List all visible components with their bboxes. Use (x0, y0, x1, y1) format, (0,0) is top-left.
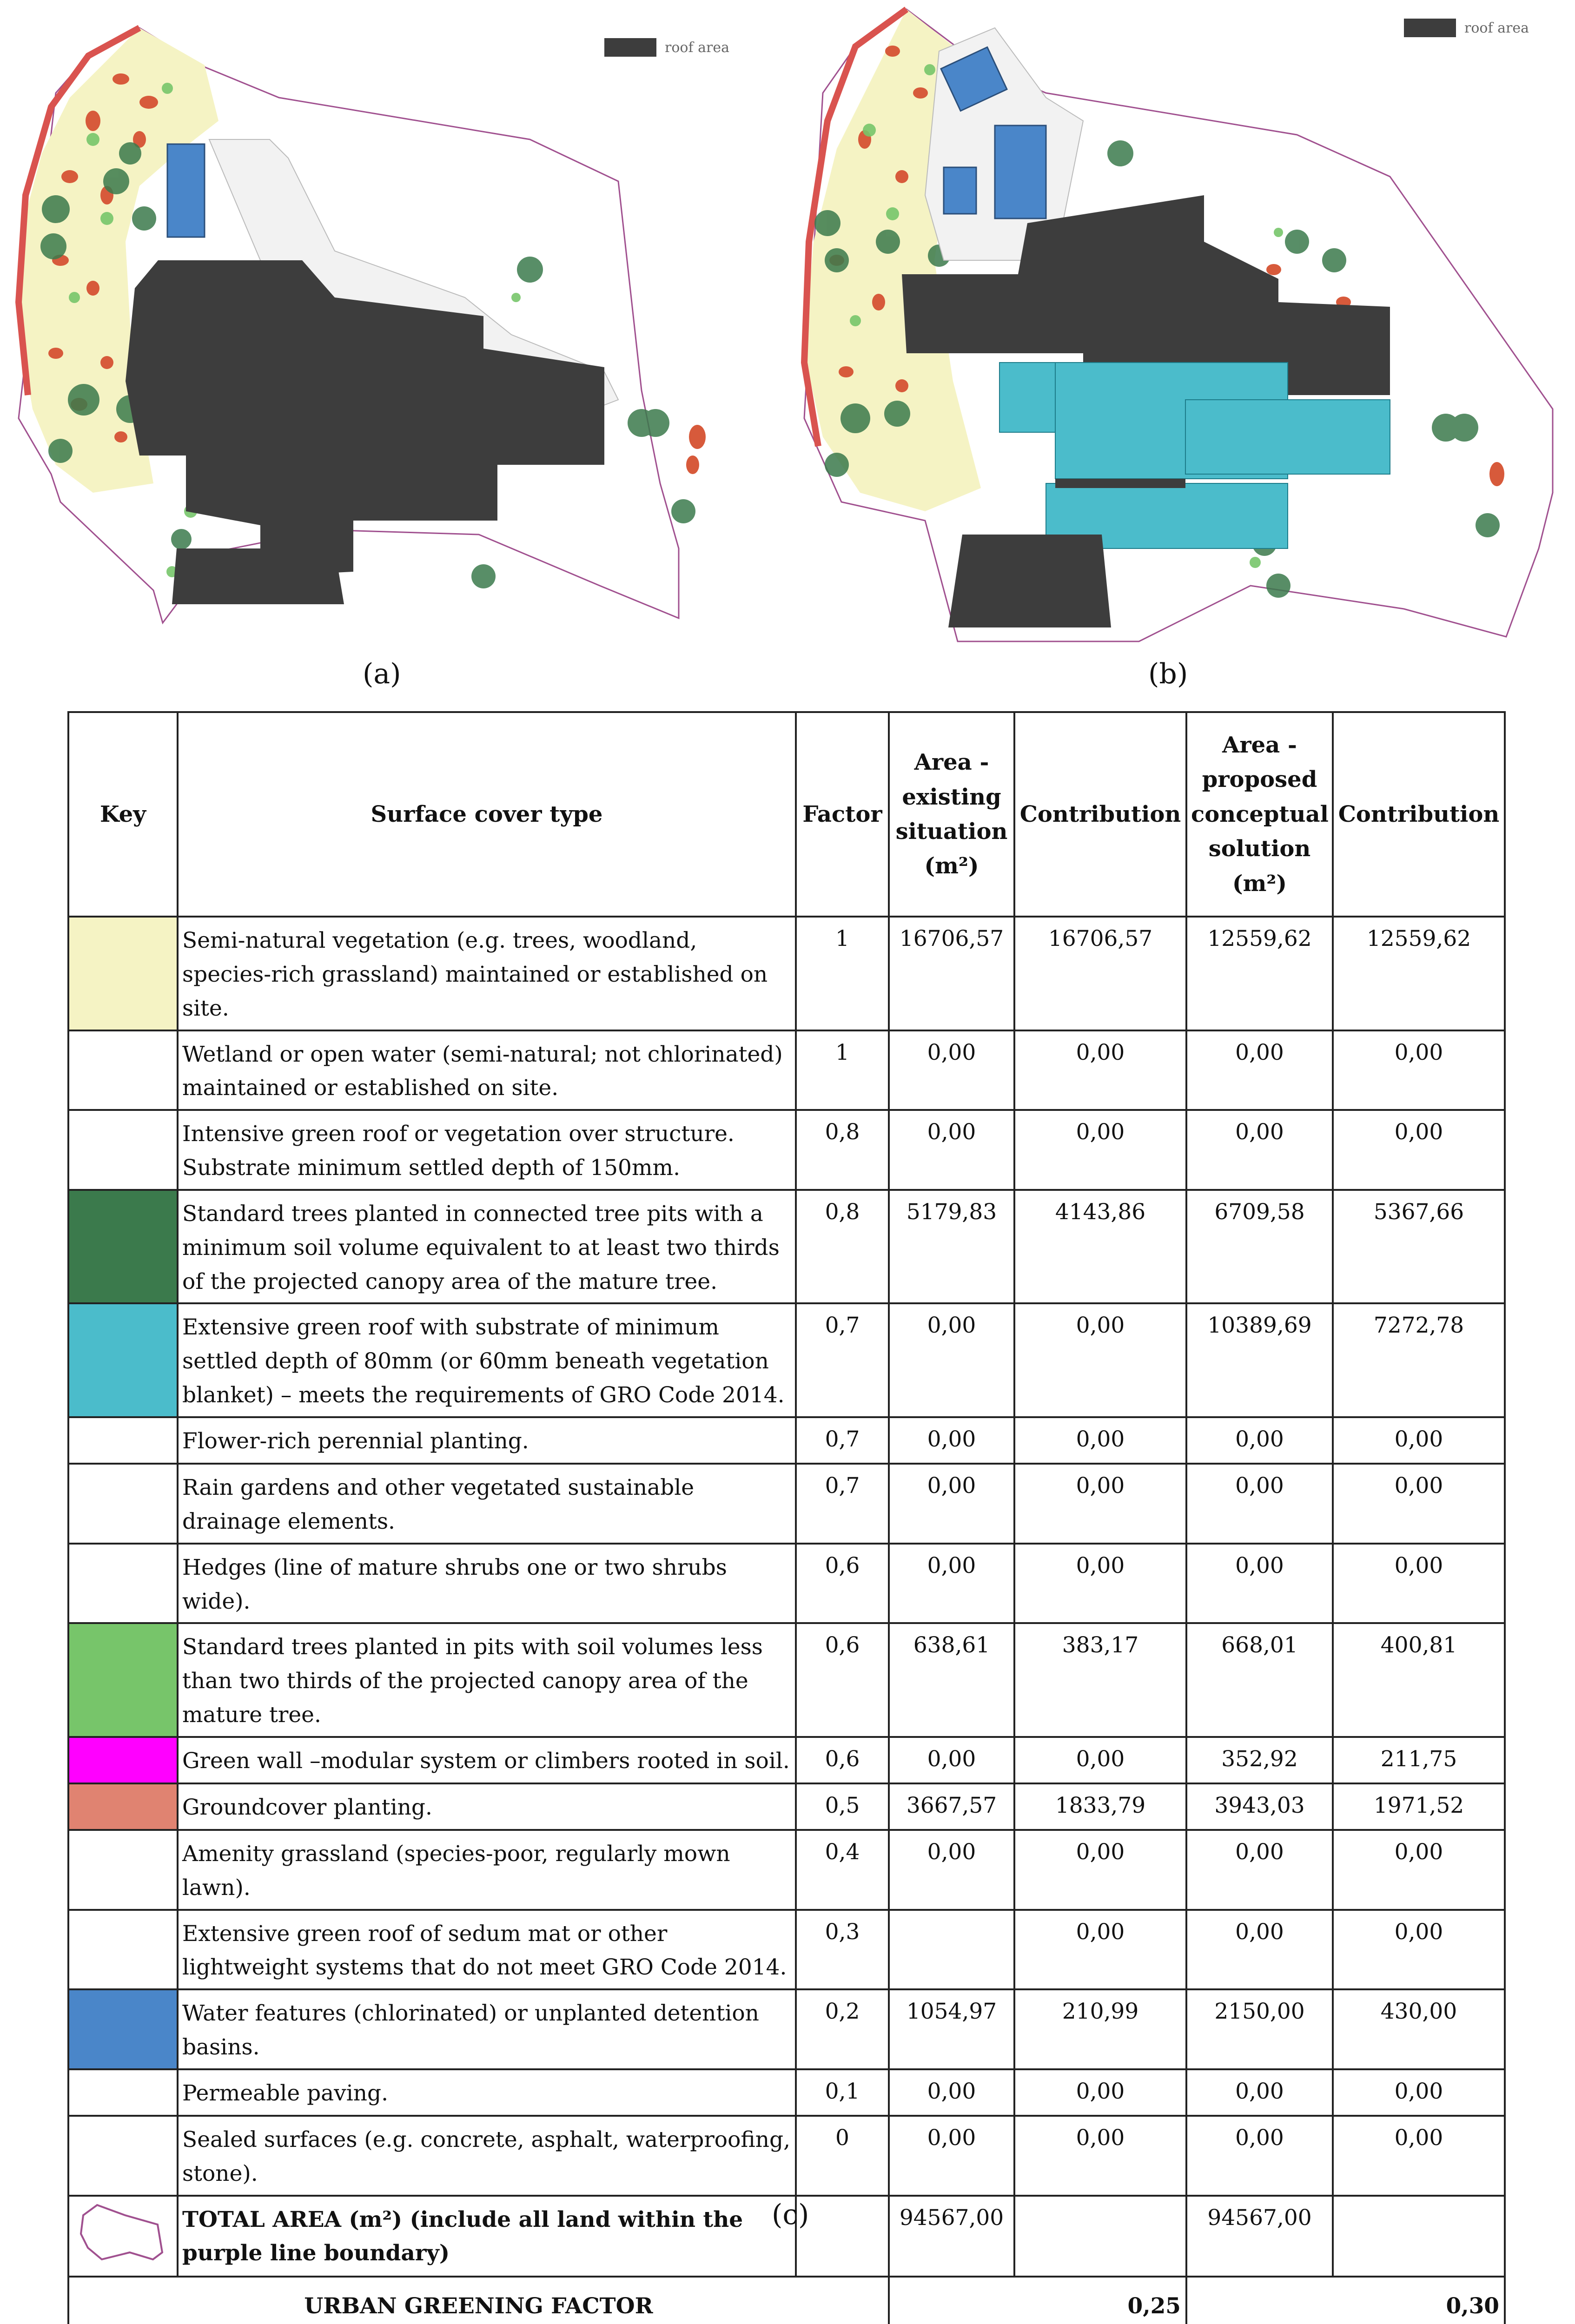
factor-value: 0,6 (796, 1623, 889, 1737)
table-row (68, 1110, 1505, 1190)
key-color-cell (68, 1464, 178, 1544)
contribution-proposed-value: 12559,62 (1333, 917, 1505, 1030)
site-plan-proposed-drawing (786, 0, 1571, 651)
roof-area-legend-proposed (1404, 19, 1529, 37)
area-existing-value: 0,00 (889, 1030, 1014, 1110)
table-row (68, 1544, 1505, 1624)
boundary-outline-icon (69, 2197, 176, 2270)
table-row (68, 1623, 1505, 1737)
total-contribution-existing (1014, 2196, 1186, 2277)
factor-value: 0,7 (796, 1417, 889, 1464)
table-row (68, 917, 1505, 1030)
area-proposed-value: 0,00 (1186, 1030, 1333, 1110)
contribution-proposed-value: 430,00 (1333, 1989, 1505, 2069)
area-existing-value: 0,00 (889, 2116, 1014, 2196)
header-area-existing: Area - existing situation (m²) (889, 712, 1014, 917)
table-row (68, 1830, 1505, 1910)
pool (167, 144, 205, 237)
site-plan-existing-drawing (0, 0, 786, 651)
key-color-cell (68, 1989, 178, 2069)
area-existing-value (889, 1910, 1014, 1990)
area-existing-value: 0,00 (889, 2069, 1014, 2116)
contribution-existing-value: 0,00 (1014, 1030, 1186, 1110)
key-color-cell (68, 1544, 178, 1624)
contribution-proposed-value: 0,00 (1333, 1910, 1505, 1990)
table-row (68, 1464, 1505, 1544)
area-proposed-value: 0,00 (1186, 1830, 1333, 1910)
roof-area-swatch-proposed (1404, 19, 1456, 37)
area-existing-value: 638,61 (889, 1623, 1014, 1737)
roof-area-legend-label-proposed: roof area (1464, 20, 1529, 36)
urban-greening-factor-row (68, 2277, 1505, 2324)
factor-value: 0,2 (796, 1989, 889, 2069)
key-color-cell (68, 1830, 178, 1910)
factor-value: 0,4 (796, 1830, 889, 1910)
surface-cover-type: Sealed surfaces (e.g. concrete, asphalt, waterproofing, stone). (178, 2116, 796, 2196)
factor-value: 0,6 (796, 1737, 889, 1783)
contribution-proposed-value: 0,00 (1333, 1830, 1505, 1910)
area-existing-value: 1054,97 (889, 1989, 1014, 2069)
total-contribution-proposed (1333, 2196, 1505, 2277)
factor-value: 0,7 (796, 1303, 889, 1417)
header-surface-cover-type: Surface cover type (178, 712, 796, 917)
table-header-row (68, 712, 1505, 917)
contribution-proposed-value: 0,00 (1333, 2116, 1505, 2196)
table-row (68, 1303, 1505, 1417)
key-color-cell (68, 1737, 178, 1783)
area-proposed-value: 0,00 (1186, 2069, 1333, 2116)
key-color-cell (68, 1417, 178, 1464)
key-color-cell (68, 1910, 178, 1990)
area-proposed-value: 2150,00 (1186, 1989, 1333, 2069)
contribution-existing-value: 383,17 (1014, 1623, 1186, 1737)
area-existing-value: 0,00 (889, 1544, 1014, 1624)
contribution-existing-value: 0,00 (1014, 1910, 1186, 1990)
area-proposed-value: 668,01 (1186, 1623, 1333, 1737)
area-existing-value: 3667,57 (889, 1783, 1014, 1830)
factor-value: 0,8 (796, 1190, 889, 1304)
roof-area-swatch (604, 38, 656, 57)
contribution-proposed-value: 0,00 (1333, 2069, 1505, 2116)
factor-value: 0,5 (796, 1783, 889, 1830)
key-color-cell (68, 2116, 178, 2196)
area-proposed-value: 3943,03 (1186, 1783, 1333, 1830)
contribution-existing-value: 0,00 (1014, 1417, 1186, 1464)
surface-cover-type: Permeable paving. (178, 2069, 796, 2116)
contribution-existing-value: 0,00 (1014, 1110, 1186, 1190)
surface-cover-type: Groundcover planting. (178, 1783, 796, 1830)
surface-cover-type: Wetland or open water (semi-natural; not chlorinated) maintained or established on site. (178, 1030, 796, 1110)
contribution-proposed-value: 5367,66 (1333, 1190, 1505, 1304)
roof-area-lower (172, 548, 344, 604)
pool-main (995, 125, 1046, 218)
contribution-existing-value: 0,00 (1014, 1303, 1186, 1417)
table-row (68, 2069, 1505, 2116)
area-proposed-value: 0,00 (1186, 1910, 1333, 1990)
panel-label-a: (a) (363, 658, 401, 690)
contribution-proposed-value: 0,00 (1333, 1544, 1505, 1624)
area-existing-value: 0,00 (889, 1417, 1014, 1464)
contribution-proposed-value: 7272,78 (1333, 1303, 1505, 1417)
area-proposed-value: 352,92 (1186, 1737, 1333, 1783)
total-area-existing: 94567,00 (889, 2196, 1014, 2277)
header-contribution-proposed: Contribution (1333, 712, 1505, 917)
surface-cover-type: Extensive green roof of sedum mat or other lightweight systems that do not meet GRO Code 2014. (178, 1910, 796, 1990)
area-proposed-value: 0,00 (1186, 1417, 1333, 1464)
area-existing-value: 0,00 (889, 1737, 1014, 1783)
contribution-proposed-value: 1971,52 (1333, 1783, 1505, 1830)
area-proposed-value: 0,00 (1186, 1110, 1333, 1190)
contribution-proposed-value: 0,00 (1333, 1110, 1505, 1190)
contribution-existing-value: 0,00 (1014, 2116, 1186, 2196)
area-existing-value: 5179,83 (889, 1190, 1014, 1304)
area-existing-value: 0,00 (889, 1830, 1014, 1910)
surface-cover-type: Flower-rich perennial planting. (178, 1417, 796, 1464)
table-row (68, 1417, 1505, 1464)
contribution-existing-value: 4143,86 (1014, 1190, 1186, 1304)
area-proposed-value: 6709,58 (1186, 1190, 1333, 1304)
contribution-existing-value: 0,00 (1014, 1544, 1186, 1624)
site-plan-proposed (786, 0, 1571, 651)
surface-cover-type: Intensive green roof or vegetation over structure. Substrate minimum settled depth of 150mm. (178, 1110, 796, 1190)
roof-area-legend (604, 38, 729, 57)
area-proposed-value: 0,00 (1186, 2116, 1333, 2196)
roof-area-lower-proposed (948, 535, 1111, 627)
contribution-existing-value: 0,00 (1014, 1464, 1186, 1544)
roof-divider (1055, 479, 1185, 488)
surface-cover-type: Hedges (line of mature shrubs one or two shrubs wide). (178, 1544, 796, 1624)
table-row (68, 2116, 1505, 2196)
key-color-cell (68, 1030, 178, 1110)
key-color-cell (68, 2069, 178, 2116)
header-area-proposed: Area - proposed conceptual solution (m²) (1186, 712, 1333, 917)
key-color-cell (68, 1110, 178, 1190)
factor-value: 0,6 (796, 1544, 889, 1624)
pool-small (944, 167, 976, 214)
area-proposed-value: 12559,62 (1186, 917, 1333, 1030)
ugf-label: URBAN GREENING FACTOR (68, 2277, 889, 2324)
factor-value: 0,1 (796, 2069, 889, 2116)
key-color-cell (68, 917, 178, 1030)
contribution-proposed-value: 400,81 (1333, 1623, 1505, 1737)
contribution-proposed-value: 211,75 (1333, 1737, 1505, 1783)
header-contribution-existing: Contribution (1014, 712, 1186, 917)
factor-value: 0,7 (796, 1464, 889, 1544)
table-row (68, 1989, 1505, 2069)
surface-cover-type: Standard trees planted in connected tree pits with a minimum soil volume equivalent to at least two thirds of the projected canopy area of the mature tree. (178, 1190, 796, 1304)
table-row (68, 1783, 1505, 1830)
urban-greening-factor-table (67, 711, 1506, 2324)
contribution-existing-value: 210,99 (1014, 1989, 1186, 2069)
surface-cover-type: Rain gardens and other vegetated sustainable drainage elements. (178, 1464, 796, 1544)
total-area-label: TOTAL AREA (m²) (include all land within the purple line boundary) (178, 2196, 796, 2277)
ugf-proposed: 0,30 (1186, 2277, 1505, 2324)
factor-value: 0 (796, 2116, 889, 2196)
factor-value: 1 (796, 917, 889, 1030)
factor-value: 0,8 (796, 1110, 889, 1190)
area-existing-value: 0,00 (889, 1303, 1014, 1417)
header-factor: Factor (796, 712, 889, 917)
header-key: Key (68, 712, 178, 917)
surface-cover-type: Amenity grassland (species-poor, regularly mown lawn). (178, 1830, 796, 1910)
area-existing-value: 0,00 (889, 1110, 1014, 1190)
surface-cover-type: Green wall –modular system or climbers rooted in soil. (178, 1737, 796, 1783)
key-color-cell (68, 1190, 178, 1304)
contribution-existing-value: 0,00 (1014, 2069, 1186, 2116)
contribution-existing-value: 0,00 (1014, 1830, 1186, 1910)
roof-area-legend-label: roof area (665, 39, 729, 56)
surface-cover-type: Standard trees planted in pits with soil volumes less than two thirds of the projected canopy area of the mature tree. (178, 1623, 796, 1737)
boundary-key-cell (68, 2196, 178, 2277)
area-existing-value: 0,00 (889, 1464, 1014, 1544)
total-area-proposed: 94567,00 (1186, 2196, 1333, 2277)
ugf-existing: 0,25 (889, 2277, 1186, 2324)
table-row (68, 1190, 1505, 1304)
area-existing-value: 16706,57 (889, 917, 1014, 1030)
total-factor-cell (796, 2196, 889, 2277)
contribution-existing-value: 0,00 (1014, 1737, 1186, 1783)
table-row (68, 1737, 1505, 1783)
table-body (68, 917, 1505, 2196)
site-plan-existing (0, 0, 786, 651)
panel-label-c: (c) (772, 2199, 809, 2231)
key-color-cell (68, 1303, 178, 1417)
table-row (68, 1030, 1505, 1110)
surface-cover-type: Semi-natural vegetation (e.g. trees, woodland, species-rich grassland) maintained or established on site. (178, 917, 796, 1030)
panel-label-b: (b) (1148, 658, 1188, 690)
factor-value: 1 (796, 1030, 889, 1110)
contribution-proposed-value: 0,00 (1333, 1030, 1505, 1110)
factor-value: 0,3 (796, 1910, 889, 1990)
contribution-proposed-value: 0,00 (1333, 1464, 1505, 1544)
area-proposed-value: 0,00 (1186, 1464, 1333, 1544)
surface-cover-type: Extensive green roof with substrate of minimum settled depth of 80mm (or 60mm beneath vegetation blanket) – meets the requirements of GRO Code 2014. (178, 1303, 796, 1417)
key-color-cell (68, 1623, 178, 1737)
area-proposed-value: 10389,69 (1186, 1303, 1333, 1417)
contribution-existing-value: 1833,79 (1014, 1783, 1186, 1830)
surface-cover-type: Water features (chlorinated) or unplanted detention basins. (178, 1989, 796, 2069)
key-color-cell (68, 1783, 178, 1830)
contribution-existing-value: 16706,57 (1014, 917, 1186, 1030)
contribution-proposed-value: 0,00 (1333, 1417, 1505, 1464)
table-row (68, 1910, 1505, 1990)
area-proposed-value: 0,00 (1186, 1544, 1333, 1624)
